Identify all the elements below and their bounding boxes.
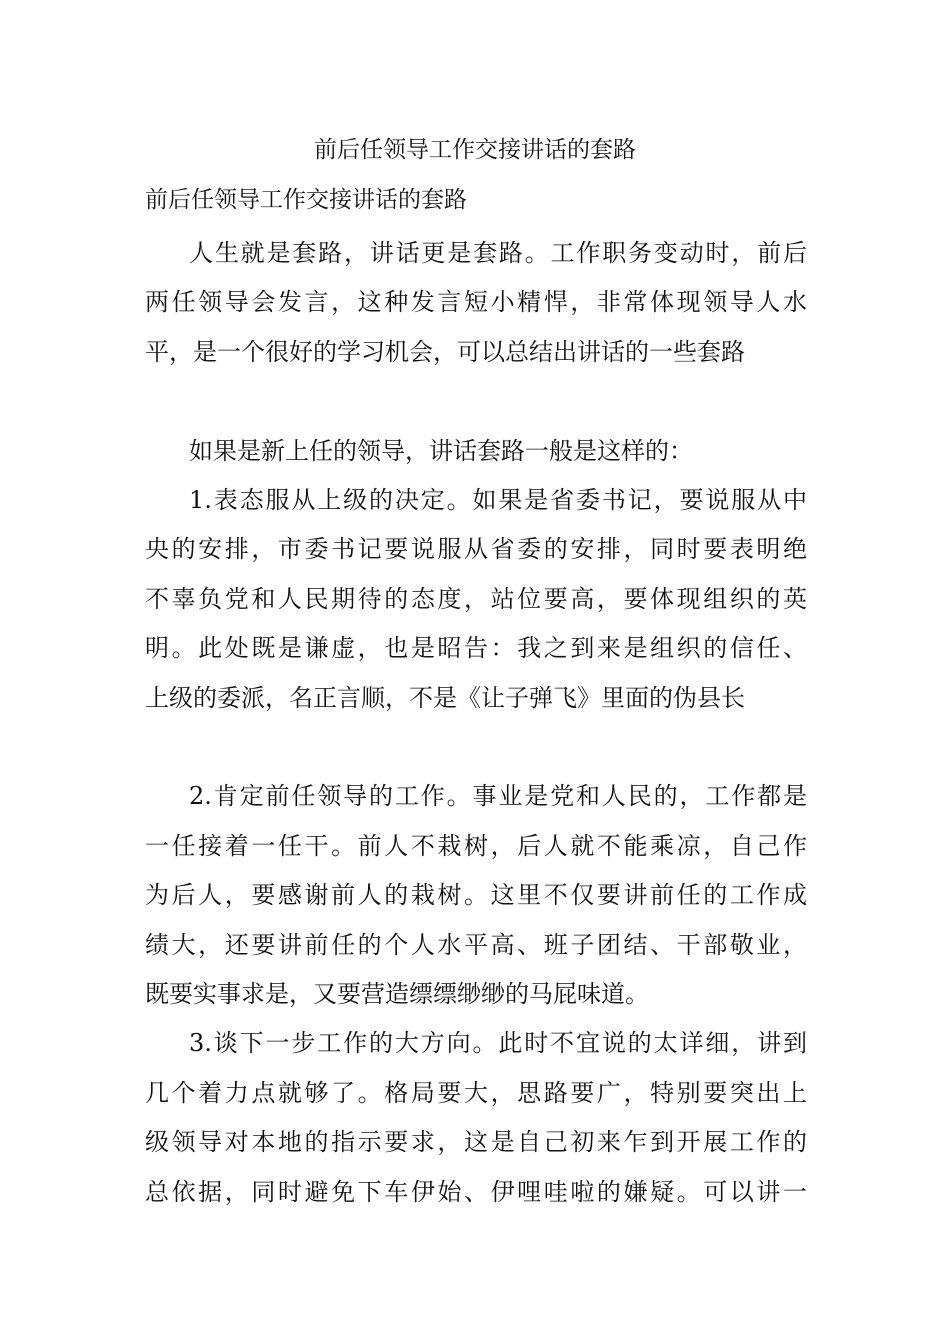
- blank-line: [145, 377, 807, 426]
- paragraph-line: 如果是新上任的领导，讲话套路一般是这样的：: [189, 436, 693, 465]
- paragraph-line: 级领导对本地的指示要求，这是自己初来乍到开展工作的: [145, 1128, 807, 1157]
- paragraph-line: 几个着力点就够了。格局要大，思路要广，特别要突出上: [145, 1078, 807, 1107]
- paragraph-line: 绩大，还要讲前任的个人水平高、班子团结、干部敬业，: [145, 930, 807, 959]
- paragraph-line: 2.肯定前任领导的工作。事业是党和人民的，工作都是: [189, 782, 807, 811]
- paragraph-new-leader: [145, 427, 807, 476]
- paragraph-line: 两任领导会发言，这种发言短小精悍，非常体现领导人水: [145, 288, 807, 317]
- paragraph-line: 总依据，同时避免下车伊始、伊哩哇啦的嫌疑。可以讲一: [145, 1177, 807, 1206]
- document-title: 前后任领导工作交接讲话的套路: [314, 137, 636, 163]
- document-subtitle: 前后任领导工作交接讲话的套路: [145, 187, 467, 213]
- paragraph-line: 3.谈下一步工作的大方向。此时不宜说的太详细，讲到: [189, 1029, 807, 1058]
- paragraph-line: 平，是一个很好的学习机会，可以总结出讲话的一些套路: [145, 337, 745, 366]
- paragraph-line: 为后人，要感谢前人的栽树。这里不仅要讲前任的工作成: [145, 881, 807, 910]
- paragraph-line: 人生就是套路，讲话更是套路。工作职务变动时，前后: [189, 239, 807, 267]
- paragraph-line: 不辜负党和人民期待的态度，站位要高，要体现组织的英: [145, 584, 807, 613]
- paragraph-line: 上级的委派，名正言顺，不是《让子弹飞》里面的伪县长: [145, 683, 745, 712]
- paragraph-line: 1.表态服从上级的决定。如果是省委书记，要说服从中: [189, 486, 807, 515]
- blank-line: [145, 723, 807, 772]
- paragraph-line: 一任接着一任干。前人不栽树，后人就不能乘凉，自己作: [145, 831, 807, 860]
- paragraph-line: 既要实事求是，又要营造缥缥缈缈的马屁味道。: [145, 980, 649, 1009]
- paragraph-point-3: [145, 1019, 807, 1217]
- document-body: [145, 183, 807, 1217]
- paragraph-line: 明。此处既是谦虚，也是昭告：我之到来是组织的信任、: [145, 634, 807, 663]
- paragraph-intro: [145, 229, 807, 377]
- paragraph-point-1: [145, 476, 807, 723]
- paragraph-point-2: [145, 772, 807, 1019]
- paragraph-line: 央的安排，市委书记要说服从省委的安排，同时要表明绝: [145, 535, 807, 564]
